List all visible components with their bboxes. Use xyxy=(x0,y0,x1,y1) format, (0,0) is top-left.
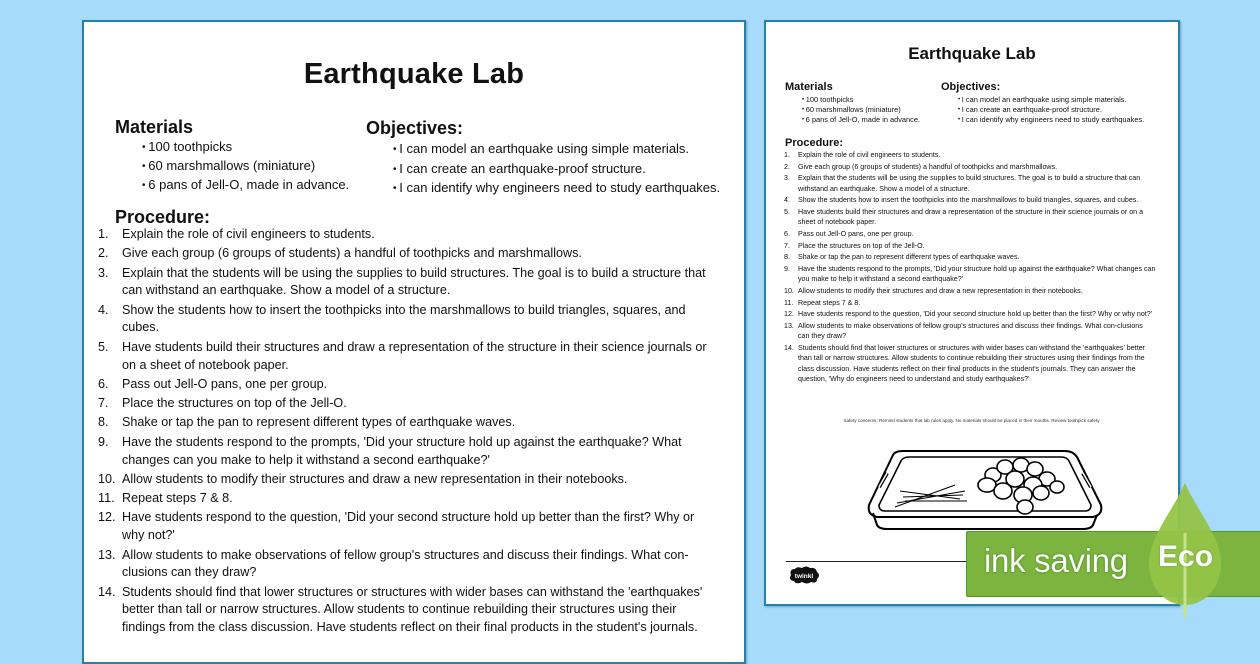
step-text: Show the students how to insert the toothpicks into the marshmallows to build triangles, squares, and cubes. xyxy=(122,302,686,335)
step-number: 9. xyxy=(98,434,109,449)
step-text: Have students build their structures and draw a representation of the structure in their science journals or on a sheet of notebook paper. xyxy=(122,339,707,372)
step-text: Have students respond to the question, 'Did your second structure hold up better than the first? Why or why not?' xyxy=(798,310,1153,319)
materials-item: • 100 toothpicks xyxy=(802,95,920,105)
procedure-step xyxy=(784,252,1156,262)
step-number: 7. xyxy=(784,241,790,250)
step-number: 5. xyxy=(784,208,790,217)
procedure-step xyxy=(784,309,1156,319)
step-text: Explain that the students will be using the supplies to build structures. The goal is to build a structure that can withstand an earthquake. Show a model of a structure. xyxy=(798,174,1141,193)
procedure-heading: Procedure: xyxy=(115,207,211,227)
objectives-item: • I can model an earthquake using simple materials. xyxy=(393,140,720,160)
materials-item: • 6 pans of Jell-O, made in advance. xyxy=(802,115,920,125)
step-number: 2. xyxy=(784,162,790,171)
step-text: Have the students respond to the prompts, 'Did your structure hold up against the earthquake? What changes can you make to help it withstand a second earthquake?' xyxy=(122,434,682,467)
materials-list xyxy=(142,138,349,195)
objectives-heading: Objectives: xyxy=(366,118,464,138)
step-number: 3. xyxy=(98,265,109,280)
materials-item: • 100 toothpicks xyxy=(142,138,349,157)
safety-note: Safety concerns: Remind students that lab rules apply. No materials should be placed in their mouths. Review toothpick safety. xyxy=(843,418,1101,423)
procedure-step xyxy=(784,321,1156,342)
step-number: 12. xyxy=(98,510,116,525)
step-text: Have students build their structures and draw a representation of the structure in their science journals or on a sheet of notebook paper. xyxy=(798,208,1144,227)
procedure-step xyxy=(98,584,718,637)
procedure-step xyxy=(98,471,718,489)
step-text: Explain the role of civil engineers to students. xyxy=(122,227,375,241)
step-text: Students should find that lower structures or structures with wider bases can withstand the 'earthquakes' better than tall or narrow structures. Allow students to continue rebuilding their structures using their findings from the class discussion. Have students reflect on their final products in the student's journals. They can answer the question, 'Why do engineers need to understand and study earthquakes?' xyxy=(798,344,1145,384)
step-text: Pass out Jell-O pans, one per group. xyxy=(798,230,914,239)
objectives-list xyxy=(393,140,720,199)
step-text: Repeat steps 7 & 8. xyxy=(122,491,233,506)
step-number: 6. xyxy=(784,230,790,239)
materials-heading: Materials xyxy=(785,81,833,93)
objectives-list xyxy=(958,95,1144,126)
step-text: Have the students respond to the prompts, 'Did your structure hold up against the earthquake? What changes can you make to help it withstand a second earthquake?' xyxy=(798,265,1156,284)
objectives-item: • I can identify why engineers need to study earthquakes. xyxy=(393,179,720,199)
step-text: Give each group (6 groups of students) a handful of toothpicks and marshmallows. xyxy=(122,246,582,261)
procedure-step xyxy=(784,195,1156,205)
procedure-step xyxy=(784,173,1156,194)
objectives-item: • I can create an earthquake-proof structure. xyxy=(958,105,1144,115)
step-number: 9. xyxy=(784,265,790,274)
procedure-step xyxy=(784,343,1156,384)
procedure-step xyxy=(784,150,1156,160)
procedure-step xyxy=(98,376,718,394)
step-number: 3. xyxy=(784,174,790,183)
procedure-step xyxy=(98,245,718,263)
step-text: Explain that the students will be using the supplies to build structures. The goal is to build a structure that can withstand an earthquake. Show a model of a structure. xyxy=(122,265,706,298)
procedure-step xyxy=(784,241,1156,251)
step-number: 11. xyxy=(98,491,115,506)
page-title: Earthquake Lab xyxy=(908,44,1036,63)
step-number: 10. xyxy=(98,471,116,486)
procedure-list xyxy=(784,150,1156,386)
step-text: Repeat steps 7 & 8. xyxy=(798,298,861,307)
procedure-step xyxy=(98,265,718,301)
step-text: Allow students to make observations of fellow group's structures and discuss their findings. What con-clusions can they draw? xyxy=(798,322,1143,341)
procedure-step xyxy=(98,302,718,338)
eco-label: Eco xyxy=(1158,540,1214,573)
procedure-step xyxy=(784,229,1156,239)
procedure-list xyxy=(98,226,718,639)
worksheet-page-thumbnail xyxy=(764,20,1180,606)
procedure-step xyxy=(784,207,1156,228)
step-number: 8. xyxy=(98,415,109,430)
step-number: 7. xyxy=(98,396,109,411)
step-number: 2. xyxy=(98,246,109,261)
step-text: Allow students to modify their structures and draw a new representation in their notebooks. xyxy=(798,287,1083,296)
step-number: 8. xyxy=(784,253,790,262)
step-text: Shake or tap the pan to represent different types of earthquake waves. xyxy=(122,415,516,430)
step-text: Place the structures on top of the Jell-O. xyxy=(122,396,347,411)
step-number: 4. xyxy=(784,196,790,205)
materials-item: • 60 marshmallows (miniature) xyxy=(142,157,349,176)
objectives-item: • I can identify why engineers need to study earthquakes. xyxy=(958,115,1144,125)
procedure-step xyxy=(784,264,1156,285)
step-number: 4. xyxy=(98,302,109,317)
objectives-item: • I can model an earthquake using simple materials. xyxy=(958,95,1144,105)
procedure-step xyxy=(98,339,718,375)
procedure-step xyxy=(98,509,718,545)
procedure-step xyxy=(98,226,718,244)
step-text: Place the structures on top of the Jell-O. xyxy=(798,241,925,250)
ink-saving-label: ink saving xyxy=(984,542,1128,579)
step-number: 5. xyxy=(98,339,109,354)
step-number: 14. xyxy=(98,584,116,599)
procedure-step xyxy=(98,490,718,508)
worksheet-page-full xyxy=(82,20,746,664)
twinkl-logo-icon xyxy=(787,565,821,585)
materials-item: • 6 pans of Jell-O, made in advance. xyxy=(142,176,349,195)
procedure-step xyxy=(98,414,718,432)
procedure-step xyxy=(784,298,1156,308)
step-number: 6. xyxy=(98,376,109,391)
step-text: Pass out Jell-O pans, one per group. xyxy=(122,376,328,391)
procedure-step xyxy=(98,547,718,583)
materials-list xyxy=(802,95,920,125)
step-text: Allow students to make observations of fellow group's structures and discuss their findings. What con-clusions can they draw? xyxy=(122,547,689,580)
step-number: 1. xyxy=(784,151,790,159)
step-text: Allow students to modify their structures and draw a new representation in their notebooks. xyxy=(122,471,628,486)
step-text: Shake or tap the pan to represent different types of earthquake waves. xyxy=(798,253,1020,262)
tray-illustration xyxy=(865,447,1105,531)
objectives-heading: Objectives: xyxy=(941,81,1001,93)
step-number: 10. xyxy=(784,287,794,296)
step-text: Explain the role of civil engineers to students. xyxy=(798,151,941,159)
step-text: Show the students how to insert the toothpicks into the marshmallows to build triangles, squares, and cubes. xyxy=(798,196,1139,205)
page-title: Earthquake Lab xyxy=(303,58,525,90)
procedure-step xyxy=(784,286,1156,296)
materials-item: • 60 marshmallows (miniature) xyxy=(802,105,920,115)
step-text: Give each group (6 groups of students) a handful of toothpicks and marshmallows. xyxy=(798,162,1058,171)
step-text: Have students respond to the question, 'Did your second structure hold up better than the first? Why or why not?' xyxy=(122,510,695,543)
procedure-heading: Procedure: xyxy=(785,137,844,149)
procedure-step xyxy=(98,434,718,470)
materials-heading: Materials xyxy=(115,117,194,137)
objectives-item: • I can create an earthquake-proof structure. xyxy=(393,160,720,180)
step-number: 13. xyxy=(98,547,116,562)
step-number: 12. xyxy=(784,310,794,319)
step-number: 13. xyxy=(784,322,794,331)
step-number: 1. xyxy=(98,227,109,241)
step-text: Students should find that lower structures or structures with wider bases can withstand the 'earthquakes' better than tall or narrow structures. Allow students to continue rebuilding their structures using their findings from the class discussion. Have students reflect on their final products in the student's journals. xyxy=(122,584,703,635)
procedure-step xyxy=(98,395,718,413)
step-number: 14. xyxy=(784,344,794,353)
procedure-step xyxy=(784,162,1156,172)
step-number: 11. xyxy=(784,298,794,307)
svg-text:twinkl: twinkl xyxy=(794,573,814,580)
